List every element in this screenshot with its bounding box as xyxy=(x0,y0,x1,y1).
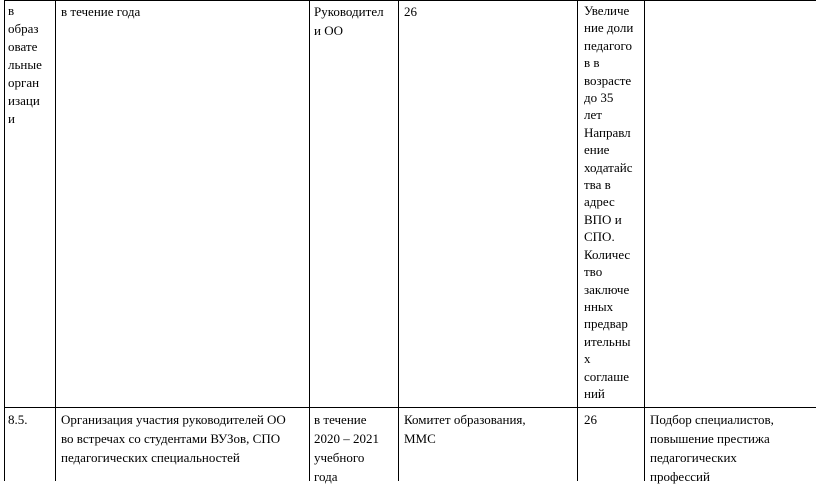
column-divider-3 xyxy=(398,0,399,481)
table-top-border xyxy=(4,0,816,1)
column-divider-2 xyxy=(309,0,310,481)
cell-term: в течение 2020 – 2021 учебного года xyxy=(314,412,379,484)
row-divider xyxy=(4,407,816,408)
cell-row-number: 8.5. xyxy=(8,412,28,427)
cell-result-continued: Увеличе ние доли педагого в в возрасте до 35 лет Направл ение ходатайс тва в адрес ВПО и СПО. Количес тво заключе нных предвар ительны х соглаше ний xyxy=(584,3,634,401)
cell-org-type-continued: в образ овате льные орган изаци и xyxy=(8,3,42,126)
cell-indicator-continued: 26 xyxy=(404,4,417,19)
cell-responsible: Комитет образования, ММС xyxy=(404,412,526,446)
column-divider-4 xyxy=(577,0,578,481)
cell-indicator: 26 xyxy=(584,412,597,427)
cell-responsible-continued: Руководител и ОО xyxy=(314,4,384,38)
table-left-border xyxy=(4,0,5,481)
cell-term-continued: в течение года xyxy=(61,4,141,19)
cell-event: Организация участия руководителей ОО во встречах со студентами ВУЗов, СПО педагогических специальностей xyxy=(61,412,286,465)
column-divider-1 xyxy=(55,0,56,481)
cell-result: Подбор специалистов, повышение престижа педагогических профессий xyxy=(650,412,774,484)
column-divider-5 xyxy=(644,0,645,481)
